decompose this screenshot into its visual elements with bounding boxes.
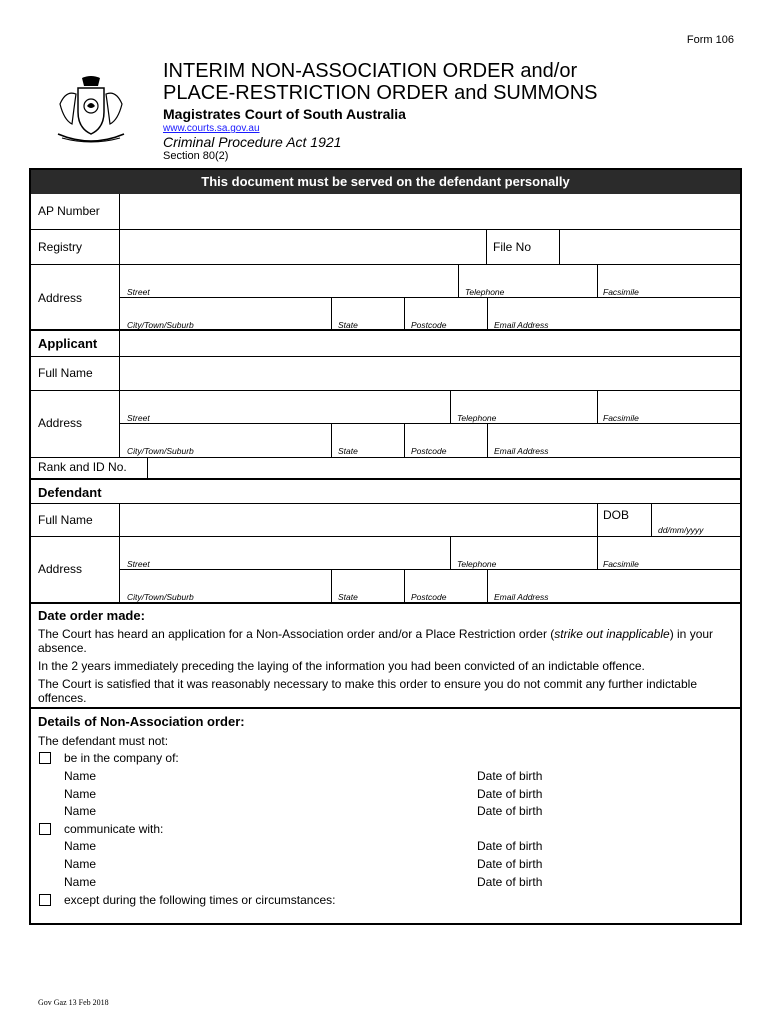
city-label: City/Town/Suburb — [127, 592, 194, 602]
dob-label: DOB — [603, 508, 630, 522]
communicate-label: communicate with: — [64, 822, 164, 836]
facsimile-label: Facsimile — [603, 287, 639, 297]
facsimile-label: Facsimile — [603, 559, 639, 569]
state-label: State — [338, 320, 358, 330]
company-name-1: Name — [64, 769, 97, 783]
coat-of-arms-icon — [52, 74, 130, 146]
defendant-heading: Defendant — [38, 485, 102, 500]
except-label: except during the following times or circumstances: — [64, 893, 336, 907]
telephone-label: Telephone — [457, 559, 497, 569]
email-label: Email Address — [494, 446, 549, 456]
court-url-link[interactable]: www.courts.sa.gov.au — [163, 123, 260, 134]
email-label: Email Address — [494, 320, 549, 330]
state-label: State — [338, 446, 358, 456]
registry-label: Registry — [38, 240, 83, 254]
communicate-dob-3: Date of birth — [477, 875, 543, 889]
date-order-para-1: The Court has heard an application for a Non-Association order and/or a Place Restriction order (strike out inapplicable) in your absence. — [38, 627, 714, 655]
ap-number-field[interactable] — [120, 194, 740, 229]
communicate-name-3: Name — [64, 875, 97, 889]
title-line-1: INTERIM NON-ASSOCIATION ORDER and/or — [163, 60, 578, 82]
except-checkbox[interactable] — [39, 894, 51, 906]
served-banner: This document must be served on the defendant personally — [31, 170, 740, 194]
date-order-heading: Date order made: — [38, 608, 145, 623]
company-label: be in the company of: — [64, 751, 179, 765]
registry-field[interactable] — [120, 230, 486, 264]
defendant-full-name-label: Full Name — [38, 513, 93, 527]
company-dob-1: Date of birth — [477, 769, 543, 783]
street-label: Street — [127, 413, 150, 423]
file-no-label: File No — [493, 240, 532, 254]
applicant-full-name-label: Full Name — [38, 366, 93, 380]
defendant-full-name-field[interactable] — [120, 504, 597, 536]
city-label: City/Town/Suburb — [127, 446, 194, 456]
section-ref: Section 80(2) — [163, 150, 229, 162]
defendant-address-label: Address — [38, 562, 83, 576]
rank-id-label: Rank and ID No. — [38, 460, 127, 474]
telephone-label: Telephone — [457, 413, 497, 423]
form-body — [29, 168, 742, 925]
company-name-3: Name — [64, 804, 97, 818]
email-label: Email Address — [494, 592, 549, 602]
act-name: Criminal Procedure Act 1921 — [163, 134, 342, 150]
details-heading: Details of Non-Association order: — [38, 714, 245, 729]
company-dob-3: Date of birth — [477, 804, 543, 818]
facsimile-label: Facsimile — [603, 413, 639, 423]
communicate-name-2: Name — [64, 857, 97, 871]
communicate-name-1: Name — [64, 839, 97, 853]
gazette-footer: Gov Gaz 13 Feb 2018 — [38, 998, 109, 1007]
company-checkbox[interactable] — [39, 752, 51, 764]
postcode-label: Postcode — [411, 446, 447, 456]
form-title — [163, 60, 598, 104]
street-label: Street — [127, 559, 150, 569]
court-name: Magistrates Court of South Australia — [163, 106, 406, 122]
communicate-dob-2: Date of birth — [477, 857, 543, 871]
ap-number-label: AP Number — [38, 204, 100, 218]
postcode-label: Postcode — [411, 320, 447, 330]
rank-id-field[interactable] — [148, 458, 740, 479]
state-label: State — [338, 592, 358, 602]
form-number: Form 106 — [686, 34, 734, 46]
applicant-full-name-field[interactable] — [120, 357, 740, 390]
telephone-label: Telephone — [465, 287, 505, 297]
file-no-field[interactable] — [560, 230, 740, 264]
communicate-checkbox[interactable] — [39, 823, 51, 835]
communicate-dob-1: Date of birth — [477, 839, 543, 853]
title-line-2: PLACE-RESTRICTION ORDER and SUMMONS — [163, 82, 598, 104]
date-order-para-2: In the 2 years immediately preceding the laying of the information you had been convicted of an indictable offence. — [38, 659, 645, 673]
must-not-text: The defendant must not: — [38, 734, 169, 748]
date-order-para-3: The Court is satisfied that it was reasonably necessary to make this order to ensure you do not commit any further indictable offences. — [38, 677, 697, 705]
street-label: Street — [127, 287, 150, 297]
applicant-heading: Applicant — [38, 336, 98, 351]
applicant-address-label: Address — [38, 416, 83, 430]
company-dob-2: Date of birth — [477, 787, 543, 801]
postcode-label: Postcode — [411, 592, 447, 602]
company-name-2: Name — [64, 787, 97, 801]
address-label: Address — [38, 291, 83, 305]
city-label: City/Town/Suburb — [127, 320, 194, 330]
dob-format[interactable]: dd/mm/yyyy — [658, 525, 704, 535]
